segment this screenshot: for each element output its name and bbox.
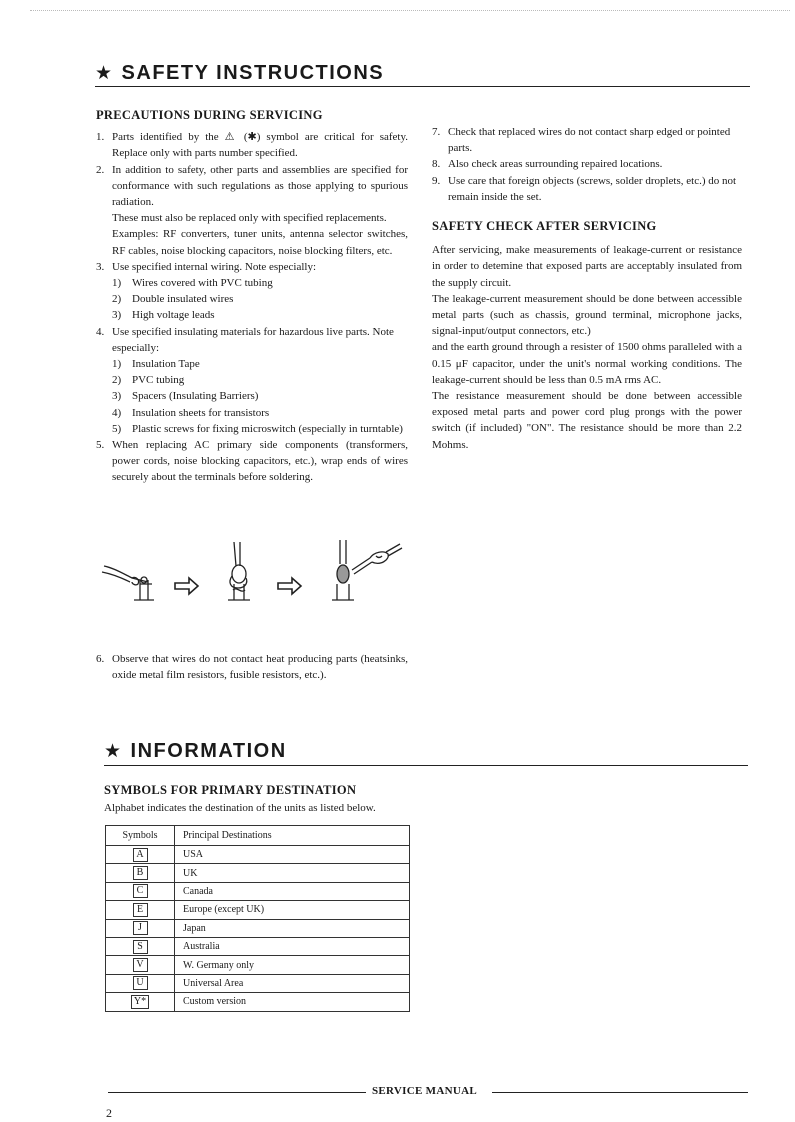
information-heading-rule <box>104 765 748 766</box>
table-row: U Universal Area <box>106 974 410 992</box>
information-title: INFORMATION <box>130 740 287 762</box>
symbol-box: E <box>133 903 148 917</box>
terminal-wrapped-icon <box>228 542 250 600</box>
terminal-before-icon <box>102 566 154 600</box>
symbol-box: C <box>133 884 148 898</box>
table-row: J Japan <box>106 919 410 937</box>
symbol-box: Y* <box>131 995 149 1009</box>
table-header-cell: Symbols <box>106 826 175 846</box>
precaution-item-4: 4. Use specified insulating materials for hazardous live parts. Note especially: <box>96 325 394 354</box>
safety-check-paragraph: The resistance measurement should be done between accessible exposed metal parts and power cord plug prongs with the power switch (if included) "ON". The resistance should be more than 2.2 Mohms. <box>432 390 742 451</box>
right-column <box>432 124 742 453</box>
star-icon: ★ <box>104 741 123 762</box>
list-item: 1) Insulation Tape <box>112 358 200 371</box>
symbols-heading: SYMBOLS FOR PRIMARY DESTINATION <box>104 783 357 797</box>
precaution-item-1: 1. Parts identified by the ⚠ (✱) symbol are critical for safety. Replace only with parts number specified. <box>96 131 408 160</box>
precaution-item-8: 8. Also check areas surrounding repaired locations. <box>432 158 663 171</box>
list-item: 3) Spacers (Insulating Barriers) <box>112 390 259 403</box>
precautions-heading: PRECAUTIONS DURING SERVICING <box>96 108 323 122</box>
safety-title: SAFETY INSTRUCTIONS <box>121 62 385 84</box>
table-row: C Canada <box>106 882 410 900</box>
table-row: A USA <box>106 846 410 864</box>
top-scan-line <box>30 10 790 11</box>
symbols-intro: Alphabet indicates the destination of the units as listed below. <box>104 802 376 814</box>
precaution-item-3: 3. Use specified internal wiring. Note especially: <box>96 260 317 273</box>
list-item: 2) PVC tubing <box>112 374 185 387</box>
table-row: V W. Germany only <box>106 956 410 974</box>
footer-rule-left <box>108 1092 366 1093</box>
table-row: B UK <box>106 864 410 882</box>
table-row: S Australia <box>106 937 410 955</box>
footer-rule-right <box>492 1092 748 1093</box>
arrow-right-icon <box>175 578 198 594</box>
symbol-box: V <box>133 958 148 972</box>
item4-sublist <box>96 356 408 437</box>
precaution-item-9: 9. Use care that foreign objects (screws, solder droplets, etc.) do not remain inside the set. <box>432 174 737 203</box>
table-header-row <box>106 826 410 846</box>
list-item: 2) Double insulated wires <box>112 293 234 306</box>
safety-heading <box>95 62 384 85</box>
page-number: 2 <box>106 1106 112 1120</box>
list-item: 3) High voltage leads <box>112 309 215 322</box>
table-row: E Europe (except UK) <box>106 901 410 919</box>
footer-label: SERVICE MANUAL <box>372 1085 477 1097</box>
table-header-cell: Principal Destinations <box>175 826 410 846</box>
symbol-box: S <box>133 940 148 954</box>
wire-wrap-illustration <box>100 538 410 610</box>
information-heading <box>104 740 287 763</box>
precaution-item-2: 2. In addition to safety, other parts and assemblies are specified for conformance with such regulations as those applying to spurious radiation. These must also be replaced only with specified replacements. Examples: RF converters, tuner units, antenna selector switches, RF cables, noise blocking capacitors, noise blocking filters, etc. <box>96 163 408 257</box>
soldering-iron-icon <box>332 540 402 600</box>
symbol-box: A <box>133 848 148 862</box>
symbol-box: U <box>133 976 148 990</box>
destination-table <box>105 825 410 1012</box>
star-icon: ★ <box>95 63 114 84</box>
precaution-item-5: 5. When replacing AC primary side components (transformers, power cords, noise blocking capacitors, etc.), wrap ends of wires securely about the terminals before soldering. <box>96 439 408 484</box>
left-column <box>96 107 408 486</box>
precaution-item-7: 7. Check that replaced wires do not contact sharp edged or pointed parts. <box>432 126 731 155</box>
list-item: 5) Plastic screws for fixing microswitch (especially in turntable) <box>112 422 403 435</box>
precaution-item-6: 6. Observe that wires do not contact heat producing parts (heatsinks, oxide metal film resistors, fusible resistors, etc.). <box>96 653 408 682</box>
arrow-right-icon <box>278 578 301 594</box>
symbol-box: B <box>133 866 148 880</box>
safety-check-paragraph: After servicing, make measurements of leakage-current or resistance in order to detemine that exposed parts are acceptably insulated from the supply circuit. <box>432 244 742 289</box>
safety-check-paragraph: The leakage-current measurement should be done between accessible metal parts (such as chassis, ground terminal, microphone jacks, signal-input/output connectors, etc.) <box>432 292 742 338</box>
table-row: Y* Custom version <box>106 993 410 1011</box>
safety-check-paragraph: and the earth ground through a resister of 1500 ohms paralleled with a 0.15 μF capacitor, under the unit's normal working conditions. The leakage-current should be less than 0.5 mA rms AC. <box>432 341 742 386</box>
safety-heading-rule <box>95 86 750 87</box>
list-item: 4) Insulation sheets for transistors <box>112 406 270 419</box>
safety-check-heading: SAFETY CHECK AFTER SERVICING <box>432 219 657 234</box>
list-item: 1) Wires covered with PVC tubing <box>112 277 273 290</box>
symbol-box: J <box>133 921 148 935</box>
item3-sublist <box>96 275 408 324</box>
precaution-item-6-block <box>96 651 408 683</box>
